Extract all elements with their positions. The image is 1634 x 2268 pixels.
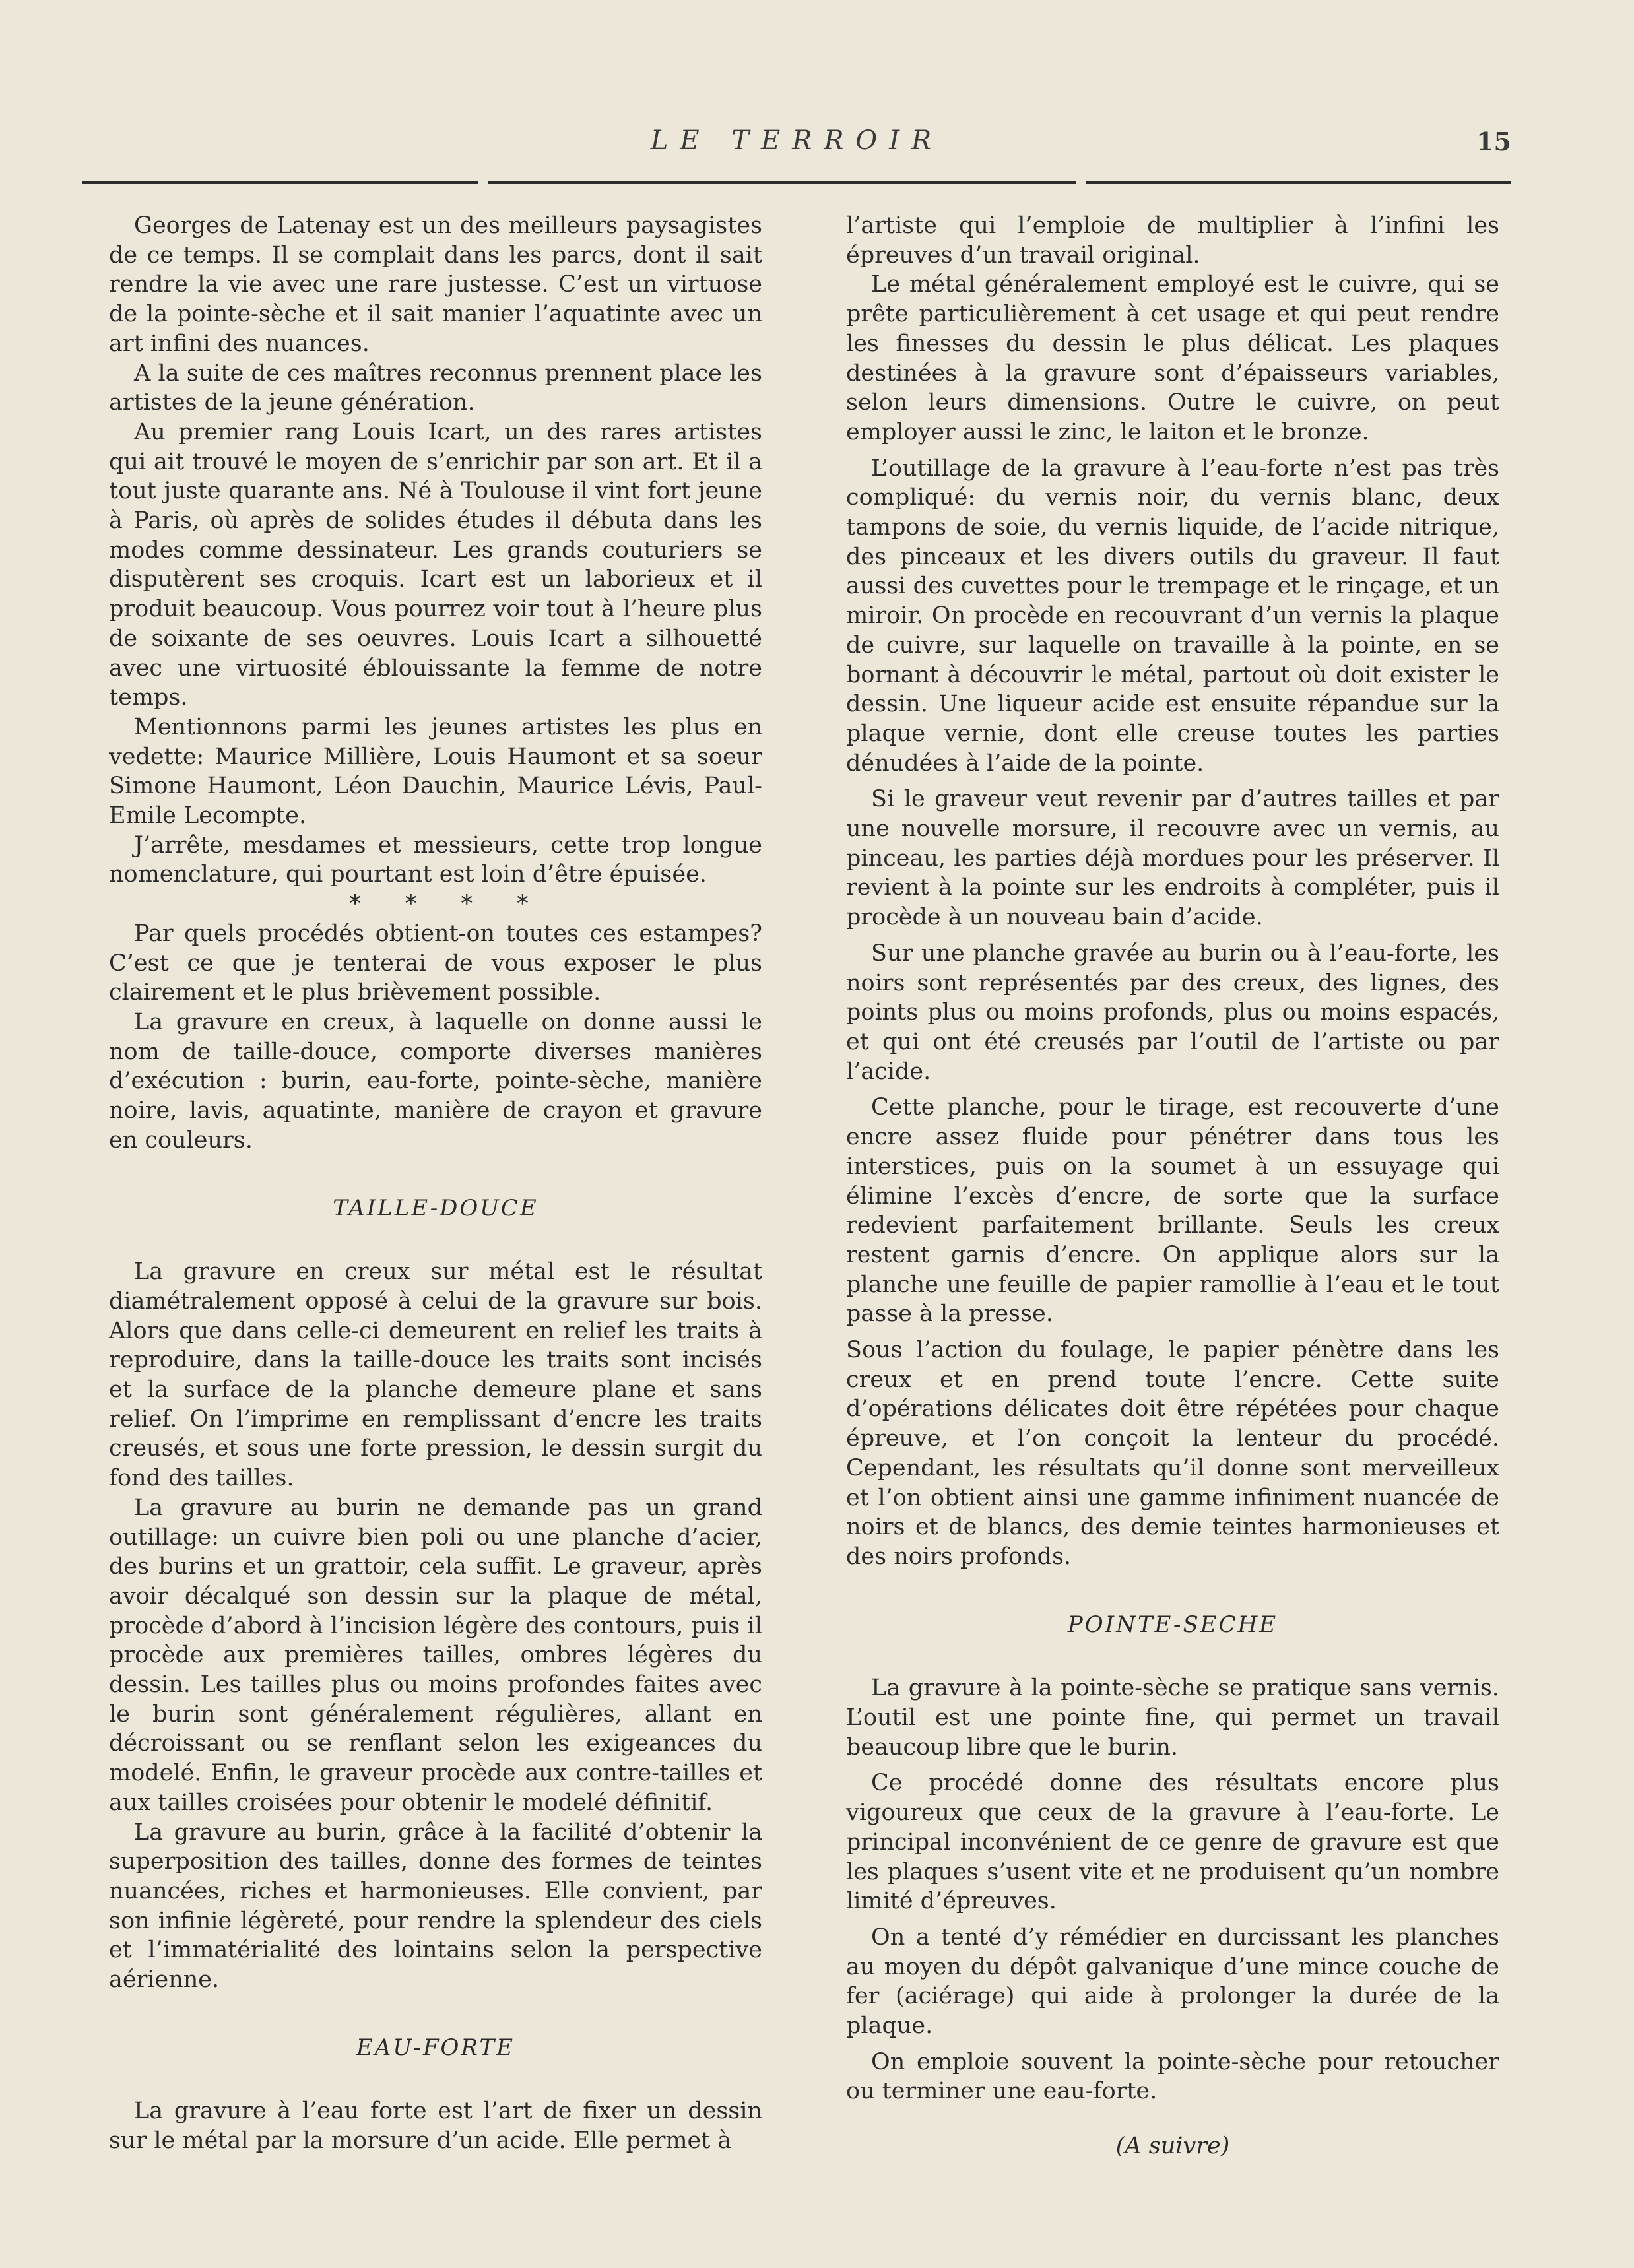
right-column <box>846 211 1499 2161</box>
section-separator: * * * * <box>349 891 547 918</box>
section-heading: TAILLE-DOUCE <box>333 1194 539 1221</box>
paragraph: Georges de Latenay est un des meilleurs paysagistes de ce temps. Il se complait dans les parcs, dont il sait rendre la vie avec une rare justesse. C’est un virtuose de la pointe-sèche et il sait manier l’aquatinte avec un art infini des nuances. <box>109 212 762 357</box>
paragraph: J’arrête, mesdames et messieurs, cette trop longue nomenclature, qui pourtant est loin d’être épuisée. <box>109 831 762 888</box>
header-rule <box>82 181 1511 185</box>
paragraph: La gravure à l’eau forte est l’art de fixer un dessin sur le métal par la morsure d’un acide. Elle permet à <box>109 2098 762 2155</box>
paragraph: L’outillage de la gravure à l’eau-forte n’est pas très compliqué: du vernis noir, du vernis blanc, deux tampons de soie, du vernis liquide, de l’acide nitrique, des pinceaux et les divers outils du graveur. Il faut aussi des cuvettes pour le trempage et le rinçage, et un miroir. On procède en recouvrant d’un vernis la plaque de cuivre, sur laquelle on travaille à la pointe, en se bornant à découvrir le métal, partout où doit exister le dessin. Une liqueur acide est ensuite répandue sur la plaque vernie, dont elle creuse toutes les parties dénudées à l’aide de la pointe. <box>846 455 1499 777</box>
paragraph: La gravure au burin ne demande pas un grand outillage: un cuivre bien poli ou une planche d’acier, des burins et un grattoir, cela suffit. Le graveur, après avoir décalqué son dessin sur la plaque de métal, procède d’abord à l’incision légère des contours, puis il procède aux premières tailles, ombres légères du dessin. Les tailles plus ou moins profondes faites avec le burin sont généralement régulières, allant en décroissant ou se renflant selon les exigeances du modelé. Enfin, le graveur procède aux contre-tailles et aux tailles croisées pour obtenir le modelé définitif. <box>109 1494 762 1816</box>
paragraph: Mentionnons parmi les jeunes artistes les plus en vedette: Maurice Millière, Louis Haumont et sa soeur Simone Haumont, Léon Dauchin, Maurice Lévis, Paul-Emile Lecompte. <box>109 713 762 829</box>
paragraph: Sous l’action du foulage, le papier pénètre dans les creux et en prend toute l’encre. Cette suite d’opérations délicates doit être répétées pour chaque épreuve, et l’on conçoit la lenteur du procédé. Cependant, les résultats qu’il donne sont merveilleux et l’on obtient ainsi une gamme infiniment nuancée de noirs et de blancs, des demie teintes harmonieuses et des noirs profonds. <box>846 1337 1499 1570</box>
paragraph: On emploie souvent la pointe-sèche pour retoucher ou terminer une eau-forte. <box>846 2048 1499 2105</box>
section-heading: POINTE-SECHE <box>1067 1611 1278 1638</box>
header-rule-segment <box>1086 181 1511 184</box>
paragraph: La gravure au burin, grâce à la facilité d’obtenir la superposition des tailles, donne des formes de teintes nuancées, riches et harmonieuses. Elle convient, par son infinie légèreté, pour rendre la splendeur des ciels et l’immatérialité des lointains selon la perspective aérienne. <box>109 1819 762 1993</box>
paragraph: La gravure en creux, à laquelle on donne aussi le nom de taille-douce, comporte diverses manières d’exécution : burin, eau-forte, pointe-sèche, manière noire, lavis, aquatinte, manière de crayon et gravure en couleurs. <box>109 1008 762 1153</box>
paragraph: Au premier rang Louis Icart, un des rares artistes qui ait trouvé le moyen de s’enrichir par son art. Et il a tout juste quarante ans. Né à Toulouse il vint fort jeune à Paris, où après de solides études il débuta dans les modes comme dessinateur. Les grands couturiers se disputèrent ses croquis. Icart est un laborieux et il produit beaucoup. Vous pourrez voir tout à l’heure plus de soixante de ses oeuvres. Louis Icart a silhouetté avec une virtuosité éblouissante la femme de notre temps. <box>109 418 762 711</box>
page-number: 15 <box>1476 127 1511 156</box>
paragraph: La gravure en creux sur métal est le résultat diamétralement opposé à celui de la gravure sur bois. Alors que dans celle-ci demeurent en relief les traits à reproduire, dans la taille-douce les traits sont incisés et la surface de la planche demeure plane et sans relief. On l’imprime en remplissant d’encre les traits creusés, et sous une forte pression, le dessin surgit du fond des tailles. <box>109 1258 762 1492</box>
header-rule-segment <box>82 181 478 184</box>
paragraph: Cette planche, pour le tirage, est recouverte d’une encre assez fluide pour pénétrer dans tous les interstices, puis on la soumet à un essuyage qui élimine l’excès d’encre, de sorte que la surface redevient parfaitement brillante. Seuls les creux restent garnis d’encre. On applique alors sur la planche une feuille de papier ramollie à l’eau et le tout passe à la presse. <box>846 1094 1499 1328</box>
paragraph: Le métal généralement employé est le cuivre, qui se prête particulièrement à cet usage et qui peut rendre les finesses du dessin le plus délicat. Les plaques destinées à la gravure sont d’épaisseurs variables, selon leurs dimensions. Outre le cuivre, on peut employer aussi le zinc, le laiton et le bronze. <box>846 271 1499 445</box>
paragraph: l’artiste qui l’emploie de multiplier à l’infini les épreuves d’un travail original. <box>846 212 1499 269</box>
paragraph: A la suite de ces maîtres reconnus prennent place les artistes de la jeune génération. <box>109 360 762 416</box>
paragraph: On a tenté d’y rémédier en durcissant les planches au moyen du dépôt galvanique d’une mince couche de fer (aciérage) qui aide à prolonger la durée de la plaque. <box>846 1924 1499 2040</box>
paragraph: Par quels procédés obtient-on toutes ces estampes? C’est ce que je tenterai de vous exposer le plus clairement et le plus brièvement possible. <box>109 920 762 1006</box>
to-be-continued: (A suivre) <box>1115 2133 1230 2160</box>
journal-title: LE TERROIR <box>650 125 944 156</box>
running-header <box>82 125 1511 165</box>
section-heading: EAU-FORTE <box>356 2034 515 2061</box>
paragraph: La gravure à la pointe-sèche se pratique sans vernis. L’outil est une pointe fine, qui permet un travail beaucoup libre que le burin. <box>846 1675 1499 1761</box>
paragraph: Sur une planche gravée au burin ou à l’eau-forte, les noirs sont représentés par des creux, des lignes, des points plus ou moins profonds, plus ou moins espacés, et qui ont été creusés par l’outil de l’artiste ou par l’acide. <box>846 940 1499 1085</box>
paragraph: Si le graveur veut revenir par d’autres tailles et par une nouvelle morsure, il recouvre avec un vernis, au pinceau, les parties déjà mordues pour les préserver. Il revient à la pointe sur les endroits à compléter, puis il procède à un nouveau bain d’acide. <box>846 786 1499 931</box>
paragraph: Ce procédé donne des résultats encore plus vigoureux que ceux de la gravure à l’eau-forte. Le principal inconvénient de ce genre de gravure est que les plaques s’usent vite et ne produisent qu’un nombre limité d’épreuves. <box>846 1770 1499 1915</box>
header-rule-segment <box>488 181 1076 184</box>
left-column <box>109 211 762 2156</box>
